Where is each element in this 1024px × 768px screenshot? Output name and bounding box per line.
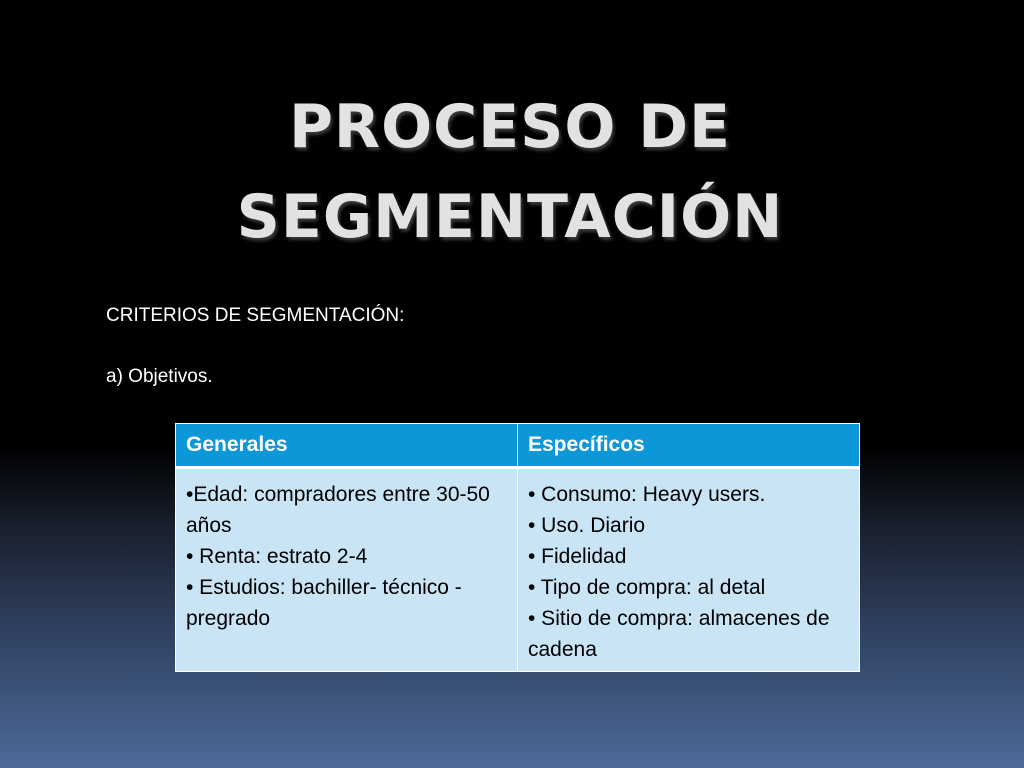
segmentation-table xyxy=(175,423,860,672)
list-item: • Sitio de compra: almacenes de cadena xyxy=(528,607,830,661)
list-item: • Estudios: bachiller- técnico - pregrado xyxy=(186,576,462,630)
slide-title xyxy=(120,82,900,262)
header-especificos: Específicos xyxy=(518,424,860,468)
list-item: • Renta: estrato 2-4 xyxy=(186,545,368,568)
list-item: • Uso. Diario xyxy=(528,514,646,537)
table-header-row xyxy=(176,424,860,468)
list-item: • Tipo de compra: al detal xyxy=(528,576,766,599)
list-item: • Consumo: Heavy users. xyxy=(528,483,766,506)
cell-especificos xyxy=(518,468,860,672)
header-generales: Generales xyxy=(176,424,518,468)
title-line-2: SEGMENTACIÓN xyxy=(236,182,784,252)
title-line-1: PROCESO DE xyxy=(288,92,732,162)
list-item: • Fidelidad xyxy=(528,545,627,568)
cell-generales xyxy=(176,468,518,672)
criteria-heading: CRITERIOS DE SEGMENTACIÓN: xyxy=(106,305,405,326)
objective-label: a) Objetivos. xyxy=(106,366,213,387)
table-row xyxy=(176,468,860,672)
list-item: •Edad: compradores entre 30-50 años xyxy=(186,483,490,537)
